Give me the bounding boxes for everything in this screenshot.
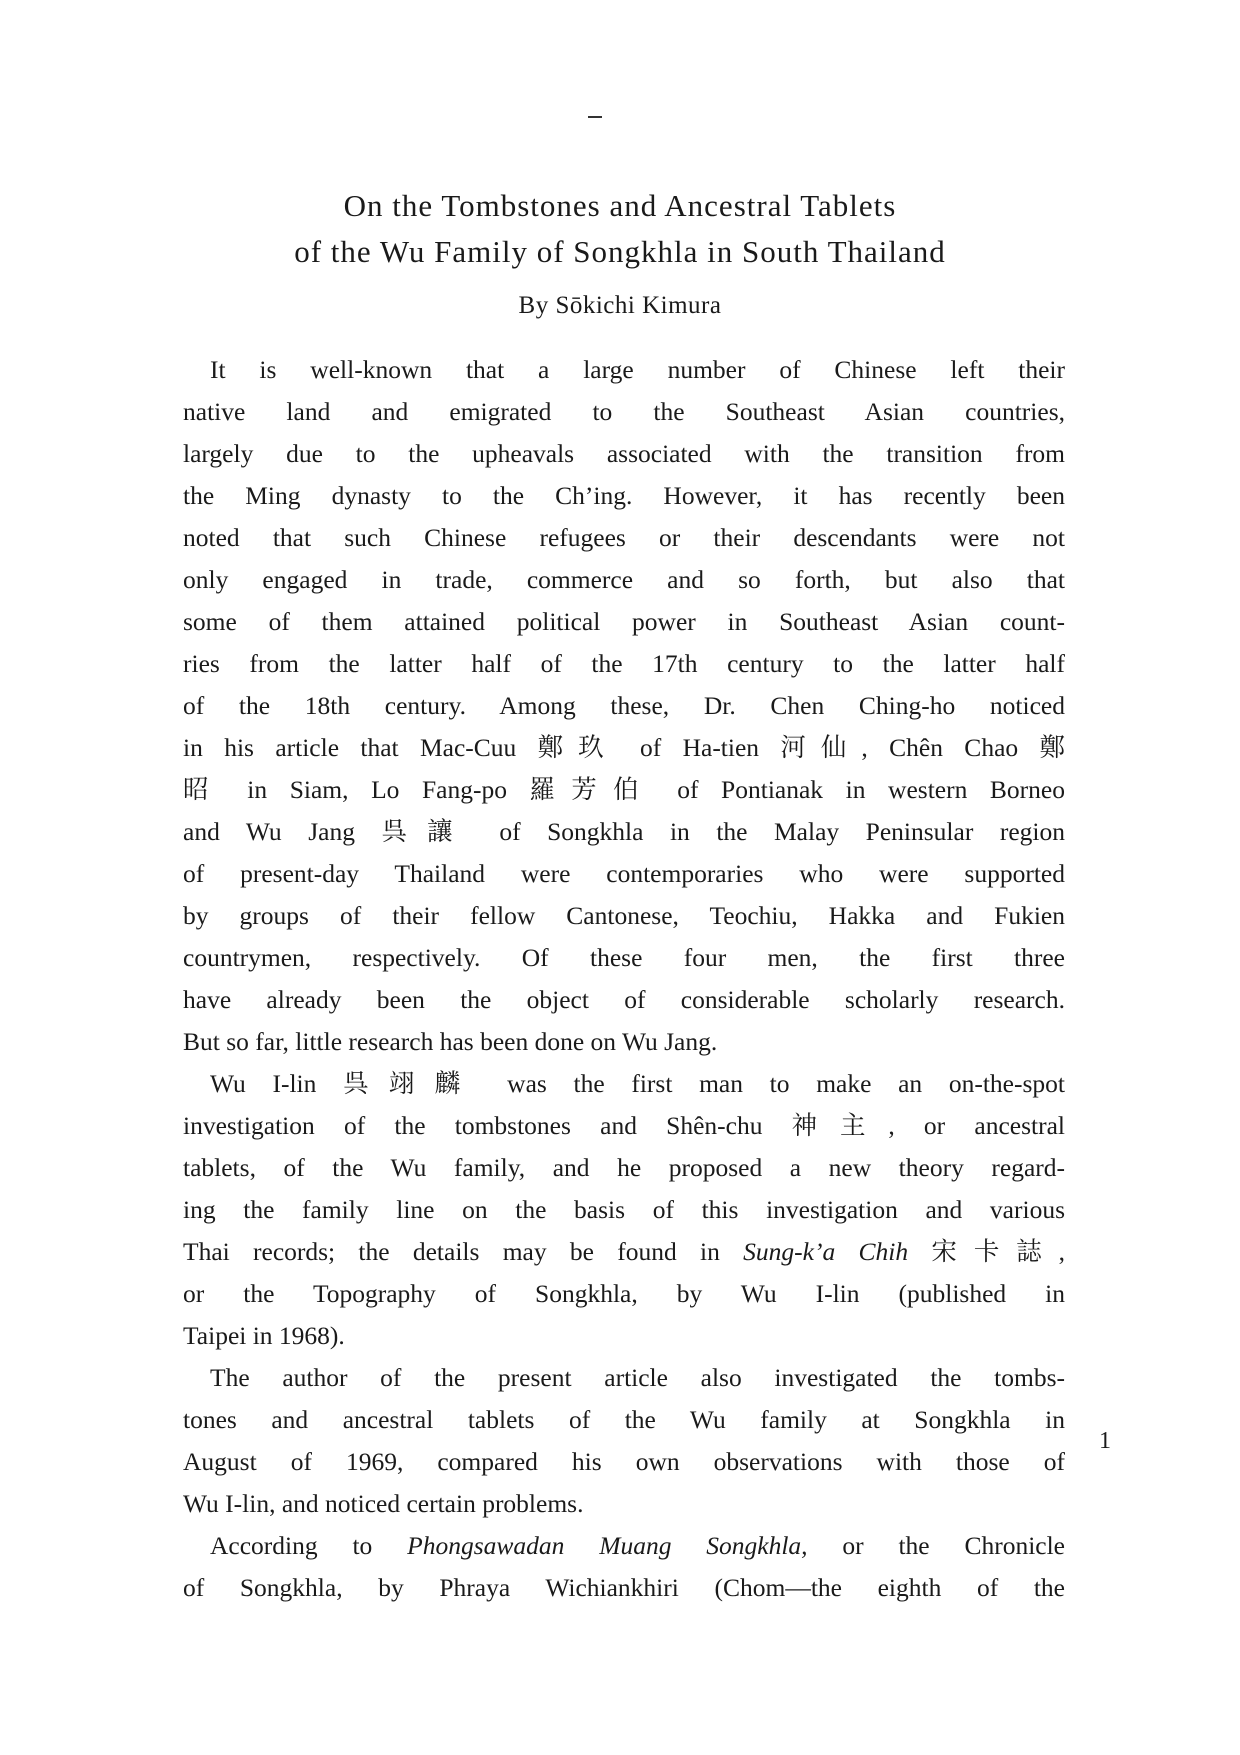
body-text: 宋卡誌, [931, 1237, 1066, 1266]
body-line: of Songkhla, by Phraya Wichiankhiri (Chom—the eighth of the [183, 1573, 1065, 1602]
body-line: countrymen, respectively. Of these four men, the first three [183, 943, 1065, 972]
body-line: It is well-known that a large number of Chinese left their [210, 355, 1065, 384]
body-line: Wu I-lin 呉翊麟 was the first man to make an on-the-spot [210, 1069, 1065, 1098]
body-text: According to [210, 1531, 373, 1560]
body-line: ing the family line on the basis of this investigation and various [183, 1195, 1065, 1224]
body-line [183, 1231, 1065, 1273]
body-line: The author of the present article also investigated the tombs- [210, 1363, 1065, 1392]
body-line: investigation of the tombstones and Shên-chu 神主, or ancestral [183, 1111, 1065, 1140]
body-line: tablets, of the Wu family, and he proposed a new theory regard- [183, 1153, 1065, 1182]
body-line: ries from the latter half of the 17th century to the latter half [183, 649, 1065, 678]
body-text: Thai records; the details may be found in [183, 1237, 720, 1266]
body-line: But so far, little research has been done on Wu Jang. [183, 1027, 718, 1056]
body-line: in his article that Mac-Cuu 鄭玖 of Ha-tien 河仙, Chên Chao 鄭 [183, 733, 1065, 762]
body-line: by groups of their fellow Cantonese, Teochiu, Hakka and Fukien [183, 901, 1065, 930]
article-title-line-2: of the Wu Family of Songkhla in South Thailand [294, 234, 946, 269]
book-title-phongsawadan: Phongsawadan Muang Songkhla, [407, 1531, 808, 1560]
scan-mark [588, 116, 602, 118]
body-line: tones and ancestral tablets of the Wu family at Songkhla in [183, 1405, 1065, 1434]
body-line: some of them attained political power in Southeast Asian count- [183, 607, 1065, 636]
article-body [183, 349, 1065, 1609]
body-line: have already been the object of considerable scholarly research. [183, 985, 1065, 1014]
body-text: or the Chronicle [842, 1531, 1065, 1560]
body-line: of the 18th century. Among these, Dr. Chen Ching-ho noticed [183, 691, 1065, 720]
body-line: 昭 in Siam, Lo Fang-po 羅芳伯 of Pontianak in western Borneo [183, 775, 1065, 804]
body-line: Taipei in 1968). [183, 1321, 345, 1350]
body-line: or the Topography of Songkhla, by Wu I-lin (published in [183, 1279, 1065, 1308]
body-line [183, 1525, 1065, 1567]
body-line: August of 1969, compared his own observations with those of [183, 1447, 1065, 1476]
book-title-sungka-chih: Sung-k’a Chih [743, 1237, 909, 1266]
body-line: only engaged in trade, commerce and so forth, but also that [183, 565, 1065, 594]
body-line: Wu I-lin, and noticed certain problems. [183, 1489, 584, 1518]
body-line: of present-day Thailand were contemporaries who were supported [183, 859, 1065, 888]
body-line: noted that such Chinese refugees or their descendants were not [183, 523, 1065, 552]
body-line: and Wu Jang 呉讓 of Songkhla in the Malay Peninsular region [183, 817, 1065, 846]
body-line: largely due to the upheavals associated with the transition from [183, 439, 1065, 468]
body-line: the Ming dynasty to the Ch’ing. However, it has recently been [183, 481, 1065, 510]
page-number: 1 [1099, 1428, 1111, 1454]
article-title-line-1: On the Tombstones and Ancestral Tablets [343, 188, 897, 223]
body-line: native land and emigrated to the Southeast Asian countries, [183, 397, 1065, 426]
author-byline: By Sōkichi Kimura [518, 292, 722, 319]
